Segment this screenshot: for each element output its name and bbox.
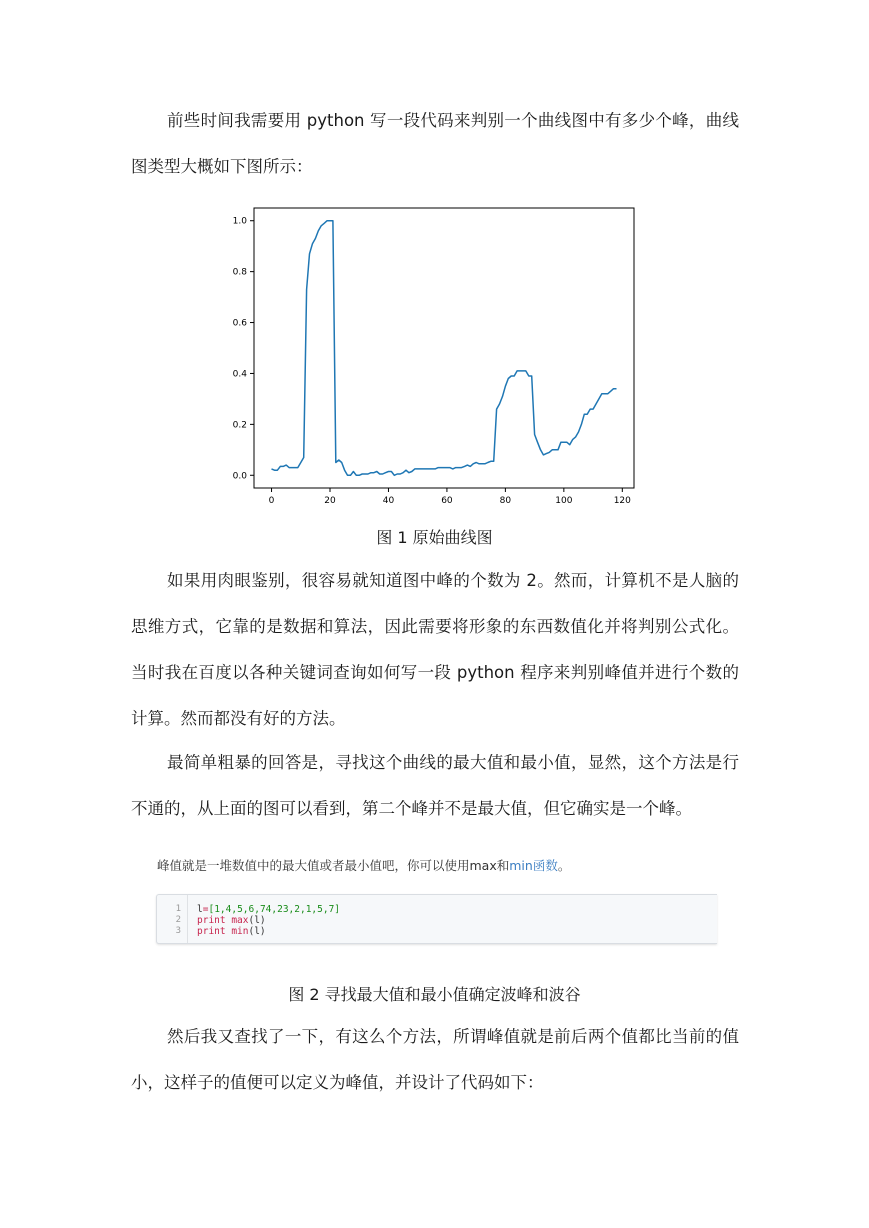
line-number-gutter (157, 895, 188, 943)
code-block (156, 894, 717, 944)
code-print-min: print min (197, 926, 249, 937)
line-number: 1 (175, 904, 181, 914)
x-tick-label: 0 (268, 496, 275, 506)
x-tick-label: 60 (441, 496, 453, 506)
x-tick-label: 120 (613, 496, 631, 506)
min-function-link[interactable]: min函数 (509, 858, 558, 873)
y-tick-label: 0.8 (232, 267, 247, 278)
y-tick-label: 0.4 (232, 369, 247, 380)
code-line-3 (197, 926, 340, 937)
code-line-2 (197, 915, 340, 926)
y-tick-label: 0.6 (232, 318, 247, 329)
code-line-1 (197, 904, 340, 915)
intro-paragraph: 前些时间我需要用 python 写一段代码来判别一个曲线图中有多少个峰，曲线图类型大概如下图所示： (131, 111, 739, 176)
code-content (197, 904, 340, 937)
y-tick-label: 0.0 (232, 471, 247, 482)
paragraph-peak-count: 如果用肉眼鉴别，很容易就知道图中峰的个数为 2。然而，计算机不是人脑的思维方式，它靠的是数据和算法，因此需要将形象的东西数值化并将判别公式化。当时我在百度以各种关键词查询如何写一段 python 程序来判别峰值并进行个数的计算。然而都没有好的方法。 (131, 571, 739, 728)
code-list-values: [1,4,5,6,74,23,2,1,5,7] (208, 904, 341, 915)
paragraph-max-min: 最简单粗暴的回答是，寻找这个曲线的最大值和最小值，显然，这个方法是行不通的，从上面的图可以看到，第二个峰并不是最大值，但它确实是一个峰。 (131, 753, 739, 818)
line-number: 2 (175, 915, 181, 925)
snippet-question-text (157, 856, 570, 874)
x-tick-label: 100 (555, 496, 573, 506)
original-curve-chart (226, 200, 646, 512)
y-tick-label: 0.2 (232, 420, 247, 431)
x-tick-label: 80 (499, 496, 512, 506)
paragraph-peak-definition: 然后我又查找了一下，有这么个方法，所谓峰值就是前后两个值都比当前的值小，这样子的值便可以定义为峰值，并设计了代码如下： (131, 1027, 739, 1092)
snippet-text-before: 峰值就是一堆数值中的最大值或者最小值吧，你可以使用max和 (157, 858, 510, 873)
code-var: l (197, 904, 203, 915)
y-tick-label: 1.0 (232, 216, 247, 227)
figure-2-caption: 图 2 寻找最大值和最小值确定波峰和波谷 (288, 985, 581, 1004)
code-arg: (l) (248, 926, 266, 937)
x-tick-label: 40 (382, 496, 395, 506)
line-number: 3 (175, 926, 181, 936)
snippet-text-after: 。 (557, 858, 571, 873)
figure-1-caption: 图 1 原始曲线图 (376, 528, 493, 547)
code-operator: = (202, 904, 209, 915)
x-tick-label: 20 (324, 496, 336, 506)
code-arg: (l) (248, 915, 266, 926)
code-print-max: print max (197, 915, 249, 926)
